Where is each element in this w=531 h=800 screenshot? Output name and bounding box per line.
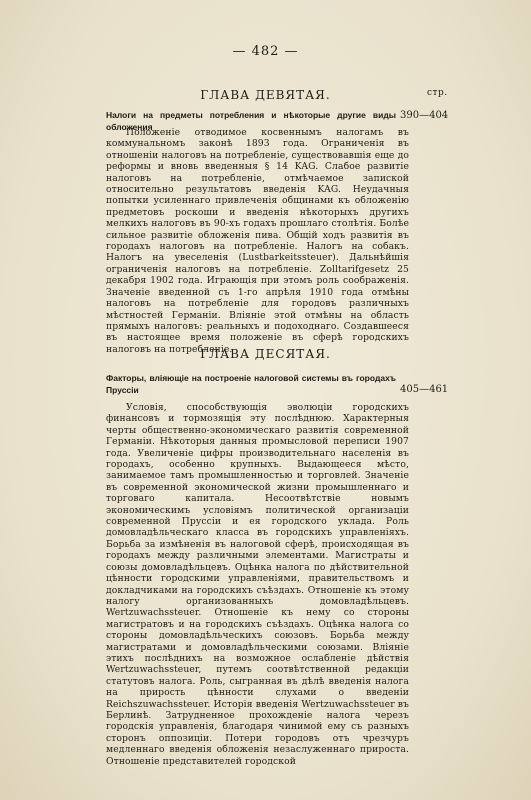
chapter-title: ГЛАВА ДЕСЯТАЯ. bbox=[200, 347, 331, 361]
chapter-summary: Условія, способствующія эволюціи городскихъ финансовъ и тормозящія эту послѣднюю. Характерныя черты общественно-экономическаго развитія современной Германіи. Нѣкоторыя данныя промысловой переписи 1907 года. Увеличеніе цифры производительнаго населенія въ городахъ, особенно крупныхъ. Выдающееся мѣсто, занимаемое тамъ промышленностью и торговлей. Значеніе въ современной экономической жизни промышленнаго и торговаго капитала. Несоотвѣтствіе новымъ экономическимъ условіямъ политической организаціи современной Пруссіи и ея городского уклада. Роль домовладѣльческаго класса въ городскихъ управленіяхъ. Борьба за измѣненія въ налоговой сферѣ, происходящая въ городахъ между различными элементами. Магистраты и союзы домовладѣльцевъ. Оцѣнка налога по дѣйствительной цѣнности городскими управленіями, правительствомъ и докладчиками на городскихъ съѣздахъ. Отношеніе къ этому налогу организованныхъ домовладѣльцевъ. Wertzuwachssteuer. Отношеніе къ нему со стороны магистратовъ и на городскихъ съѣздахъ. Оцѣнка налога со стороны домовладѣльческихъ союзовъ. Борьба между магистратами и домовладѣльческими союзами. Вліяніе этихъ послѣднихъ на возможное ослабленіе дѣйствія Wertzuwachssteuer, путемъ соотвѣтственной редакціи статутовъ налога. Роль, сыгранная въ дѣлѣ введенія налога на прирость цѣнности слухами о введеніи Reichszuwachssteuer. Исторія введенія Wertzuwachssteuer въ Берлинѣ. Затрудненное прохожденіе налога черезъ городскія управленія, благодаря чинимой ему съ разныхъ сторонъ оппозиціи. Потери городовъ отъ чрезчуръ медленнаго введенія обложенія незаслуженнаго прироста. Отношеніе представителей городской bbox=[106, 402, 409, 767]
chapter-title: ГЛАВА ДЕВЯТАЯ. bbox=[200, 88, 331, 102]
page-range: 405—461 bbox=[400, 384, 449, 395]
page-number: — 482 — bbox=[232, 44, 299, 59]
page-column-label: стр. bbox=[427, 88, 448, 98]
section-title: Факторы, вліяющіе на построеніе налоговой системы въ городахъ Пруссіи bbox=[106, 373, 396, 395]
section-title: Налоги на предметы потребления и нѣкоторые другие виды обложения bbox=[106, 110, 396, 132]
chapter-summary: Положеніе отводимое косвеннымъ налогамъ въ коммунальномъ законѣ 1893 года. Ограниченія въ отношеніи налоговъ на потребленіе, существовавшія еще до реформы и вновь введенныя § 14 KAG. Слабое развитіе налоговъ на потребленіе, отмѣчаемое запиской относительно результатовъ введенія KAG. Неудачныя попытки усиленнаго привлеченія общинами къ обложенію предметовъ роскоши и введенія нѣкоторыхъ другихъ мелкихъ налоговъ въ 90-хъ годахъ прошлаго столѣтія. Болѣе сильное развитіе обложенія пива. Общій ходъ развитія въ городахъ налоговъ на потребленіе. Налогъ на собакъ. Налогъ на увеселенія (Lustbarkeitssteuer). Дальнѣйшія ограниченія налоговъ на потребленіе. Zolltarifgesetz 25 декабря 1902 года. Играющія при этомъ роль соображенія. Значеніе введенной съ 1-го апрѣля 1910 года отмѣны налоговъ на потребленіе для городовъ различныхъ мѣстностей Германіи. Вліяніе этой отмѣны на область прямыхъ налоговъ: реальныхъ и подоходнаго. Создавшееся въ настоящее время положеніе въ сферѣ городскихъ налоговъ на потребленіе. bbox=[106, 127, 409, 355]
page-range: 390—404 bbox=[400, 110, 449, 121]
